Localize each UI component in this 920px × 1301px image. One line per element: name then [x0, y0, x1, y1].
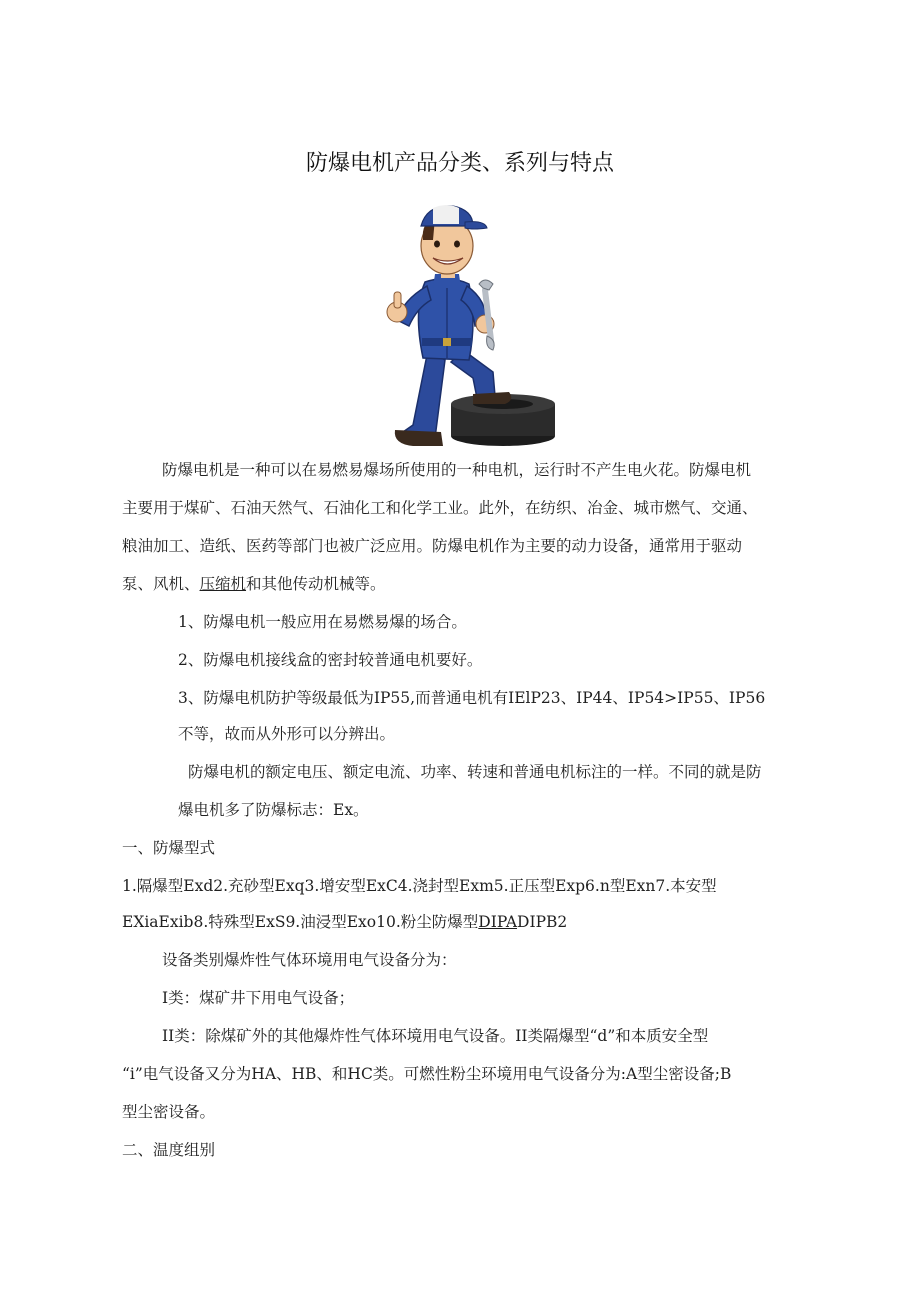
- section-2-heading: 二、温度组别: [122, 1141, 216, 1159]
- class-2-line: “i”电气设备又分为HA、HB、和HC类。可燃性粉尘环境用电气设备分为:A型尘密设备;B: [122, 1065, 732, 1083]
- point-3-line: 不等，故而从外形可以分辨出。: [178, 725, 396, 743]
- intro-last-suffix: 和其他传动机械等。: [246, 575, 386, 593]
- class-2-line: 型尘密设备。: [122, 1103, 216, 1121]
- point-1: 1、防爆电机一般应用在易燃易爆的场合。: [178, 613, 467, 631]
- section-1-heading: 一、防爆型式: [122, 839, 216, 857]
- intro-paragraph-line: [122, 574, 386, 594]
- explosion-types-line: 1.隔爆型Exd2.充砂型Exq3.增安型ExC4.浇封型Exm5.正压型Exp6.n型Exn7.本安型: [122, 877, 717, 895]
- point-2: 2、防爆电机接线盒的密封较普通电机要好。: [178, 651, 483, 669]
- intro-last-prefix: 泵、风机、: [122, 575, 200, 593]
- compressor-link[interactable]: 压缩机: [199, 575, 247, 593]
- rated-line: 防爆电机的额定电压、额定电流、功率、转速和普通电机标注的一样。不同的就是防: [188, 763, 762, 781]
- dipa-link[interactable]: DIPA: [478, 913, 518, 931]
- point-3-line: 3、防爆电机防护等级最低为IP55,而普通电机有IElP23、IP44、IP54>IP55、IP56: [178, 689, 766, 707]
- types-line-suffix: DIPB2: [517, 913, 568, 931]
- document-title: 防爆电机产品分类、系列与特点: [305, 151, 614, 176]
- intro-paragraph-line: 主要用于煤矿、石油天然气、石油化工和化学工业。此外，在纺织、冶金、城市燃气、交通、: [122, 499, 758, 517]
- class-1-line: I类：煤矿井下用电气设备；: [162, 989, 355, 1007]
- explosion-types-line: [122, 912, 567, 932]
- rated-line: 爆电机多了防爆标志：Ex。: [178, 801, 369, 819]
- category-intro: 设备类别爆炸性气体环境用电气设备分为：: [162, 951, 457, 969]
- intro-paragraph-line: 粮油加工、造纸、医药等部门也被广泛应用。防爆电机作为主要的动力设备，通常用于驱动: [122, 537, 743, 555]
- types-line-prefix: EXiaExib8.特殊型ExS9.油浸型Exo10.粉尘防爆型: [122, 913, 479, 931]
- intro-paragraph-line: 防爆电机是一种可以在易燃易爆场所使用的一种电机，运行时不产生电火花。防爆电机: [162, 461, 752, 479]
- class-2-line: II类：除煤矿外的其他爆炸性气体环境用电气设备。II类隔爆型“d”和本质安全型: [162, 1027, 709, 1045]
- mechanic-with-wrench-icon: [373, 200, 558, 450]
